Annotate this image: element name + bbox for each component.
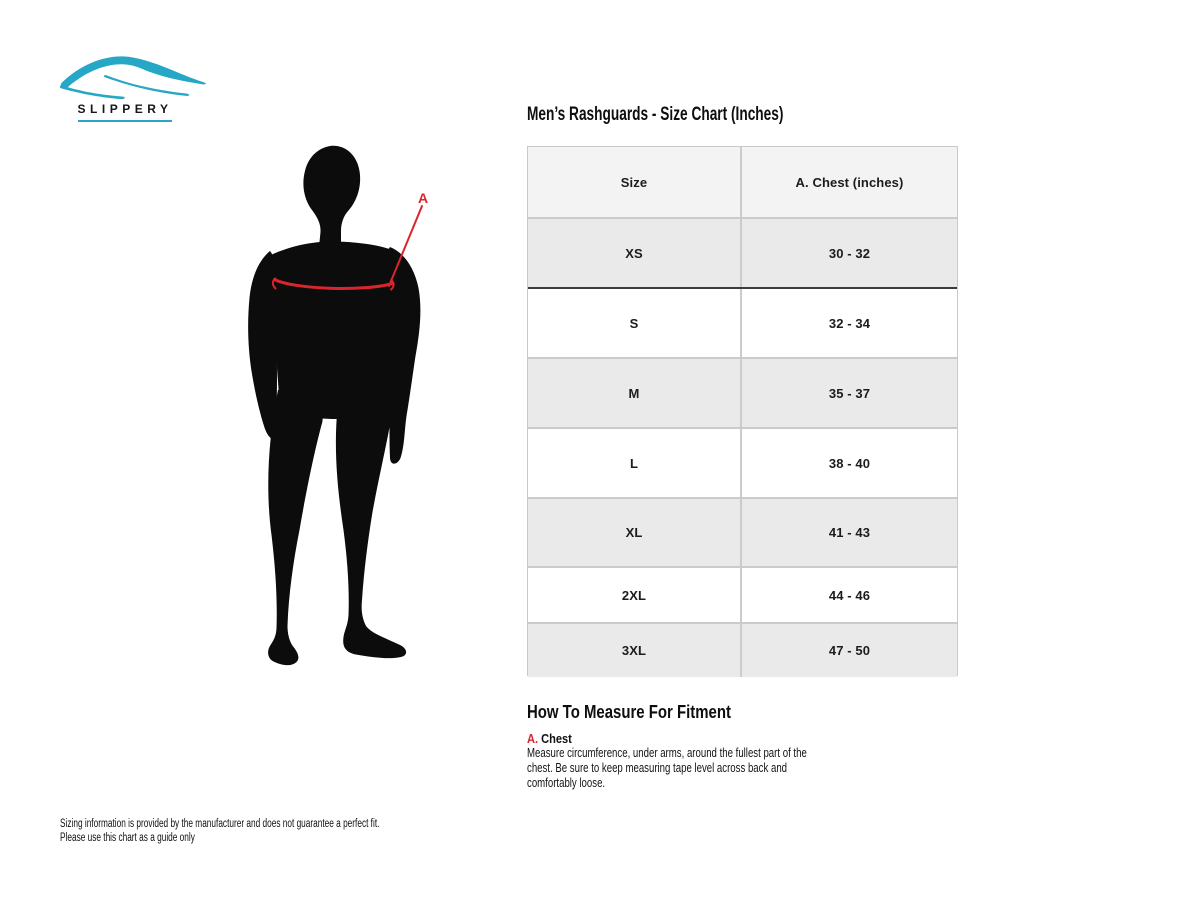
column-header-chest: A. Chest (inches) (795, 174, 904, 190)
silhouette-left-leg (268, 390, 323, 665)
howto-measure-name: Chest (541, 731, 572, 746)
table-row-xs (528, 217, 957, 287)
brand-logo (60, 52, 210, 130)
howto-subheading (527, 731, 572, 746)
size-cell: 2XL (528, 568, 742, 622)
size-cell: 3XL (528, 624, 742, 677)
howto-marker: A. (527, 731, 539, 746)
table-row-2xl (528, 566, 957, 622)
howto-heading: How To Measure For Fitment (527, 702, 731, 722)
wave-icon (60, 52, 210, 104)
size-cell: XL (528, 499, 742, 566)
column-header-size: Size (528, 147, 742, 217)
table-row-3xl (528, 622, 957, 677)
table-row-m (528, 357, 957, 427)
disclaimer-line-1: Sizing information is provided by the manufacturer and does not guarantee a perfect fit. (60, 818, 380, 830)
size-cell: L (528, 429, 742, 497)
body-silhouette-figure (243, 140, 443, 670)
chest-cell: 32 - 34 (828, 315, 871, 331)
silhouette-head (303, 146, 360, 247)
size-cell: S (528, 289, 742, 357)
chest-cell: 47 - 50 (828, 643, 871, 658)
chest-cell: 41 - 43 (828, 525, 871, 540)
chest-cell: 35 - 37 (828, 385, 871, 401)
chest-cell: 44 - 46 (828, 587, 871, 603)
chest-cell: 38 - 40 (828, 455, 871, 471)
size-cell: XS (528, 219, 742, 287)
table-header-row (528, 147, 957, 217)
howto-description: Measure circumference, under arms, around the fullest part of the chest. Be sure to keep measuring tape level across back and comfortably loose. (527, 746, 807, 790)
brand-name: SLIPPERY (77, 102, 173, 116)
chest-cell: 30 - 32 (828, 245, 871, 261)
size-cell: M (528, 359, 742, 427)
male-silhouette-icon (243, 140, 443, 670)
table-row-xl (528, 497, 957, 566)
size-chart-table (527, 146, 958, 676)
page-title: Men’s Rashguards - Size Chart (Inches) (527, 104, 784, 125)
table-row-l (528, 427, 957, 497)
table-row-s (528, 287, 957, 357)
chest-marker-label: A (418, 190, 429, 206)
disclaimer-line-2: Please use this chart as a guide only (60, 832, 195, 844)
disclaimer (60, 817, 379, 845)
brand-underline (78, 120, 172, 122)
